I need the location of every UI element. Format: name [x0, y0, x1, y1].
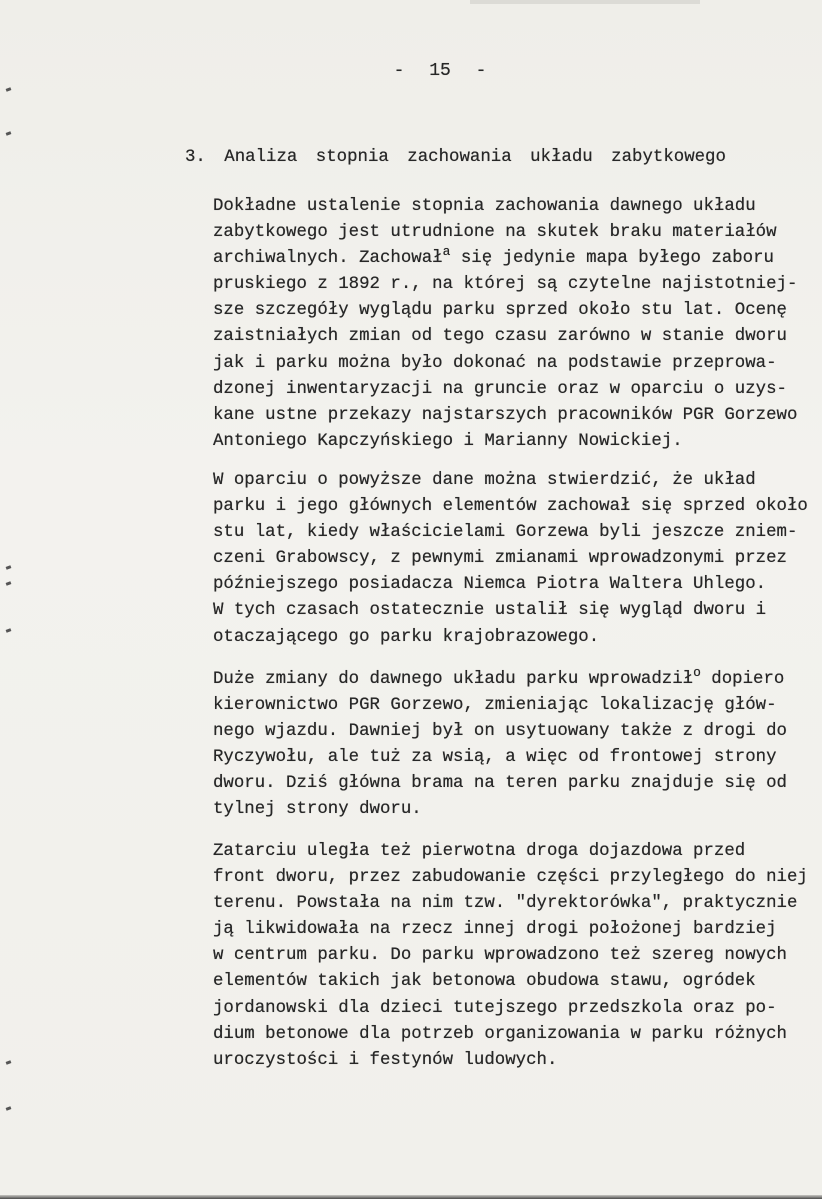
text-line	[213, 246, 797, 272]
text-line: parku i jego głównych elementów zachował się sprzed około	[213, 497, 808, 517]
margin-mark	[6, 581, 12, 586]
text-line: W tych czasach ostatecznie ustalił się wygląd dworu i	[213, 601, 767, 621]
margin-mark	[6, 131, 12, 136]
margin-mark	[6, 87, 12, 92]
text-segment: archiwalnych. Zachował	[213, 249, 443, 269]
text-line: dium betonowe dla potrzeb organizowania w parku różnych	[213, 1024, 787, 1044]
text-line: Zatarciu uległa też pierwotna droga dojazdowa przed	[213, 842, 746, 861]
text-segment: Duże zmiany do dawnego układu parku wprowadził	[213, 670, 694, 689]
paragraph	[213, 839, 808, 1074]
text-line: front dworu, przez zabudowanie części przyległego do niej	[213, 868, 808, 888]
margin-mark	[6, 1060, 12, 1065]
text-line: czeni Grabowscy, z pewnymi zmianami wprowadzonymi przez	[213, 549, 787, 569]
text-line: elementów takich jak betonowa obudowa stawu, ogródek	[213, 972, 756, 992]
text-line: Ryczywołu, ale tuż za wsią, a więc od frontowej strony	[213, 748, 777, 768]
section-heading: 3. Analiza stopnia zachowania układu zabytkowego	[185, 148, 726, 167]
text-segment: dopiero	[700, 670, 785, 689]
text-line: dzonej inwentaryzacji na gruncie oraz w oparciu o uzys-	[213, 379, 787, 399]
text-line: zaistniałych zmian od tego czasu zarówno w stanie dworu	[213, 327, 787, 347]
text-line: jordanowski dla dzieci tutejszego przedszkola oraz po-	[213, 998, 777, 1018]
text-line: pruskiego z 1892 r., na której są czytelne najistotniej-	[213, 275, 798, 295]
page-number: - 15 -	[393, 61, 487, 81]
text-line: W oparciu o powyższe dane można stwierdzić, że układ	[213, 471, 756, 490]
text-line: uroczystości i festynów ludowych.	[213, 1050, 558, 1070]
bleed-through-mark	[470, 0, 700, 4]
text-line: w centrum parku. Do parku wprowadzono też szereg nowych	[213, 946, 787, 966]
paragraph	[213, 468, 808, 651]
margin-mark	[6, 1106, 12, 1111]
text-line: Antoniego Kapczyńskiego i Marianny Nowickiej.	[213, 431, 683, 451]
text-line: dworu. Dziś główna brama na teren parku znajduje się od	[213, 774, 787, 794]
paragraph	[213, 194, 797, 455]
page-bottom-edge	[0, 1195, 822, 1199]
text-line: ją likwidowała na rzecz innej drogi położonej bardziej	[213, 920, 777, 940]
superscript-correction: o	[693, 665, 701, 680]
text-segment: się jedynie mapa byłego zaboru	[450, 249, 774, 269]
superscript-correction: a	[442, 244, 451, 260]
text-line: kierownictwo PGR Gorzewo, zmieniając lokalizację głów-	[213, 696, 777, 716]
text-line: zabytkowego jest utrudnione na skutek braku materiałów	[213, 223, 777, 243]
text-line: tylnej strony dworu.	[213, 800, 422, 820]
text-line: Dokładne ustalenie stopnia zachowania dawnego układu	[213, 197, 756, 216]
text-line: późniejszego posiadacza Niemca Piotra Waltera Uhlego.	[213, 575, 767, 595]
paragraph	[213, 667, 787, 824]
text-line: otaczającego go parku krajobrazowego.	[213, 627, 600, 647]
text-line: sze szczegóły wyglądu parku sprzed około stu lat. Ocenę	[213, 301, 787, 321]
margin-mark	[6, 565, 12, 570]
margin-mark	[6, 628, 12, 633]
text-line: stu lat, kiedy właścicielami Gorzewa byli jeszcze zniem-	[213, 523, 798, 543]
text-line: kane ustne przekazy najstarszych pracowników PGR Gorzewo	[213, 405, 798, 425]
text-line	[213, 667, 787, 693]
text-line: jak i parku można było dokonać na podstawie przeprowa-	[213, 353, 777, 373]
text-line: nego wjazdu. Dawniej był on usytuowany także z drogi do	[213, 722, 787, 742]
text-line: terenu. Powstała na nim tzw. "dyrektorówka", praktycznie	[213, 894, 798, 914]
